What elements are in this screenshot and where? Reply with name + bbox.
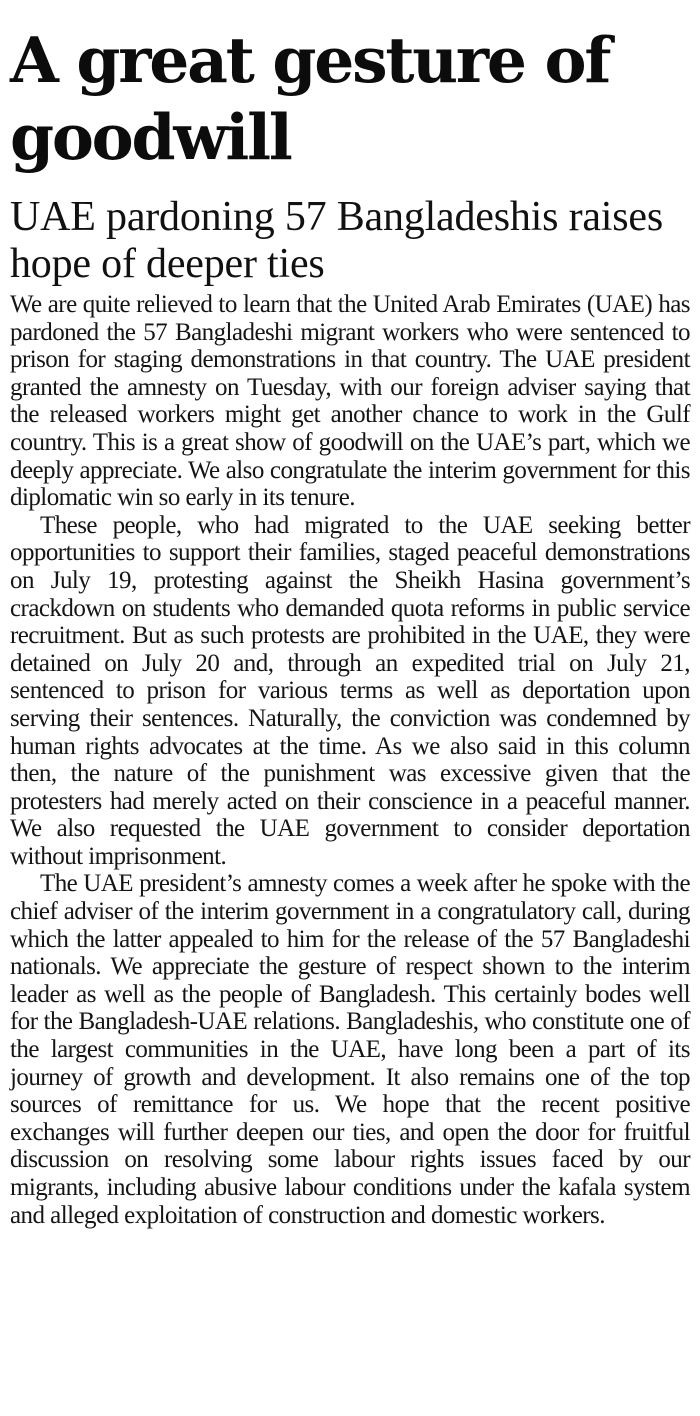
- paragraph-1: We are quite relieved to learn that the United Arab Emirates (UAE) has pardoned the 57 Bangladeshi migrant workers who were sentenced to prison for staging demonstrations in that country. The UAE president granted the amnesty on Tuesday, with our foreign adviser saying that the released workers might get another chance to work in the Gulf country. This is a great show of goodwill on the UAE’s part, which we deeply appreciate. We also congratulate the interim government for this diplomatic win so early in its tenure.: [10, 291, 690, 512]
- subheadline: UAE pardoning 57 Bangladeshis raises hope of deeper ties: [10, 194, 664, 287]
- paragraph-2: These people, who had migrated to the UAE seeking better opportunities to support their families, staged peaceful demonstrations on July 19, protesting against the Sheikh Hasina government’s crackdown on students who demanded quota reforms in public service recruitment. But as such protests are prohibited in the UAE, they were detained on July 20 and, through an expedited trial on July 21, sentenced to prison for various terms as well as deportation upon serving their sentences. Naturally, the conviction was condemned by human rights advocates at the time. As we also said in this column then, the nature of the punishment was excessive given that the protesters had merely acted on their conscience in a peaceful manner. We also requested the UAE government to consider deportation without imprisonment.: [10, 511, 690, 870]
- editorial-article: [10, 0, 690, 1229]
- paragraph-3: The UAE president’s amnesty comes a week after he spoke with the chief adviser of the interim government in a congratulatory call, during which the latter appealed to him for the release of the 57 Bangladeshi nationals. We appreciate the gesture of respect shown to the interim leader as well as the people of Bangladesh. This certainly bodes well for the Bangladesh-UAE relations. Bangladeshis, who constitute one of the largest communities in the UAE, have long been a part of its journey of growth and development. It also remains one of the top sources of remittance for us. We hope that the recent positive exchanges will further deepen our ties, and open the door for fruitful discussion on resolving some labour rights issues faced by our migrants, including abusive labour conditions under the kafala system and alleged exploitation of construction and domestic workers.: [10, 870, 690, 1229]
- article-body: [10, 291, 690, 1229]
- headline: A great gesture of goodwill: [10, 23, 610, 174]
